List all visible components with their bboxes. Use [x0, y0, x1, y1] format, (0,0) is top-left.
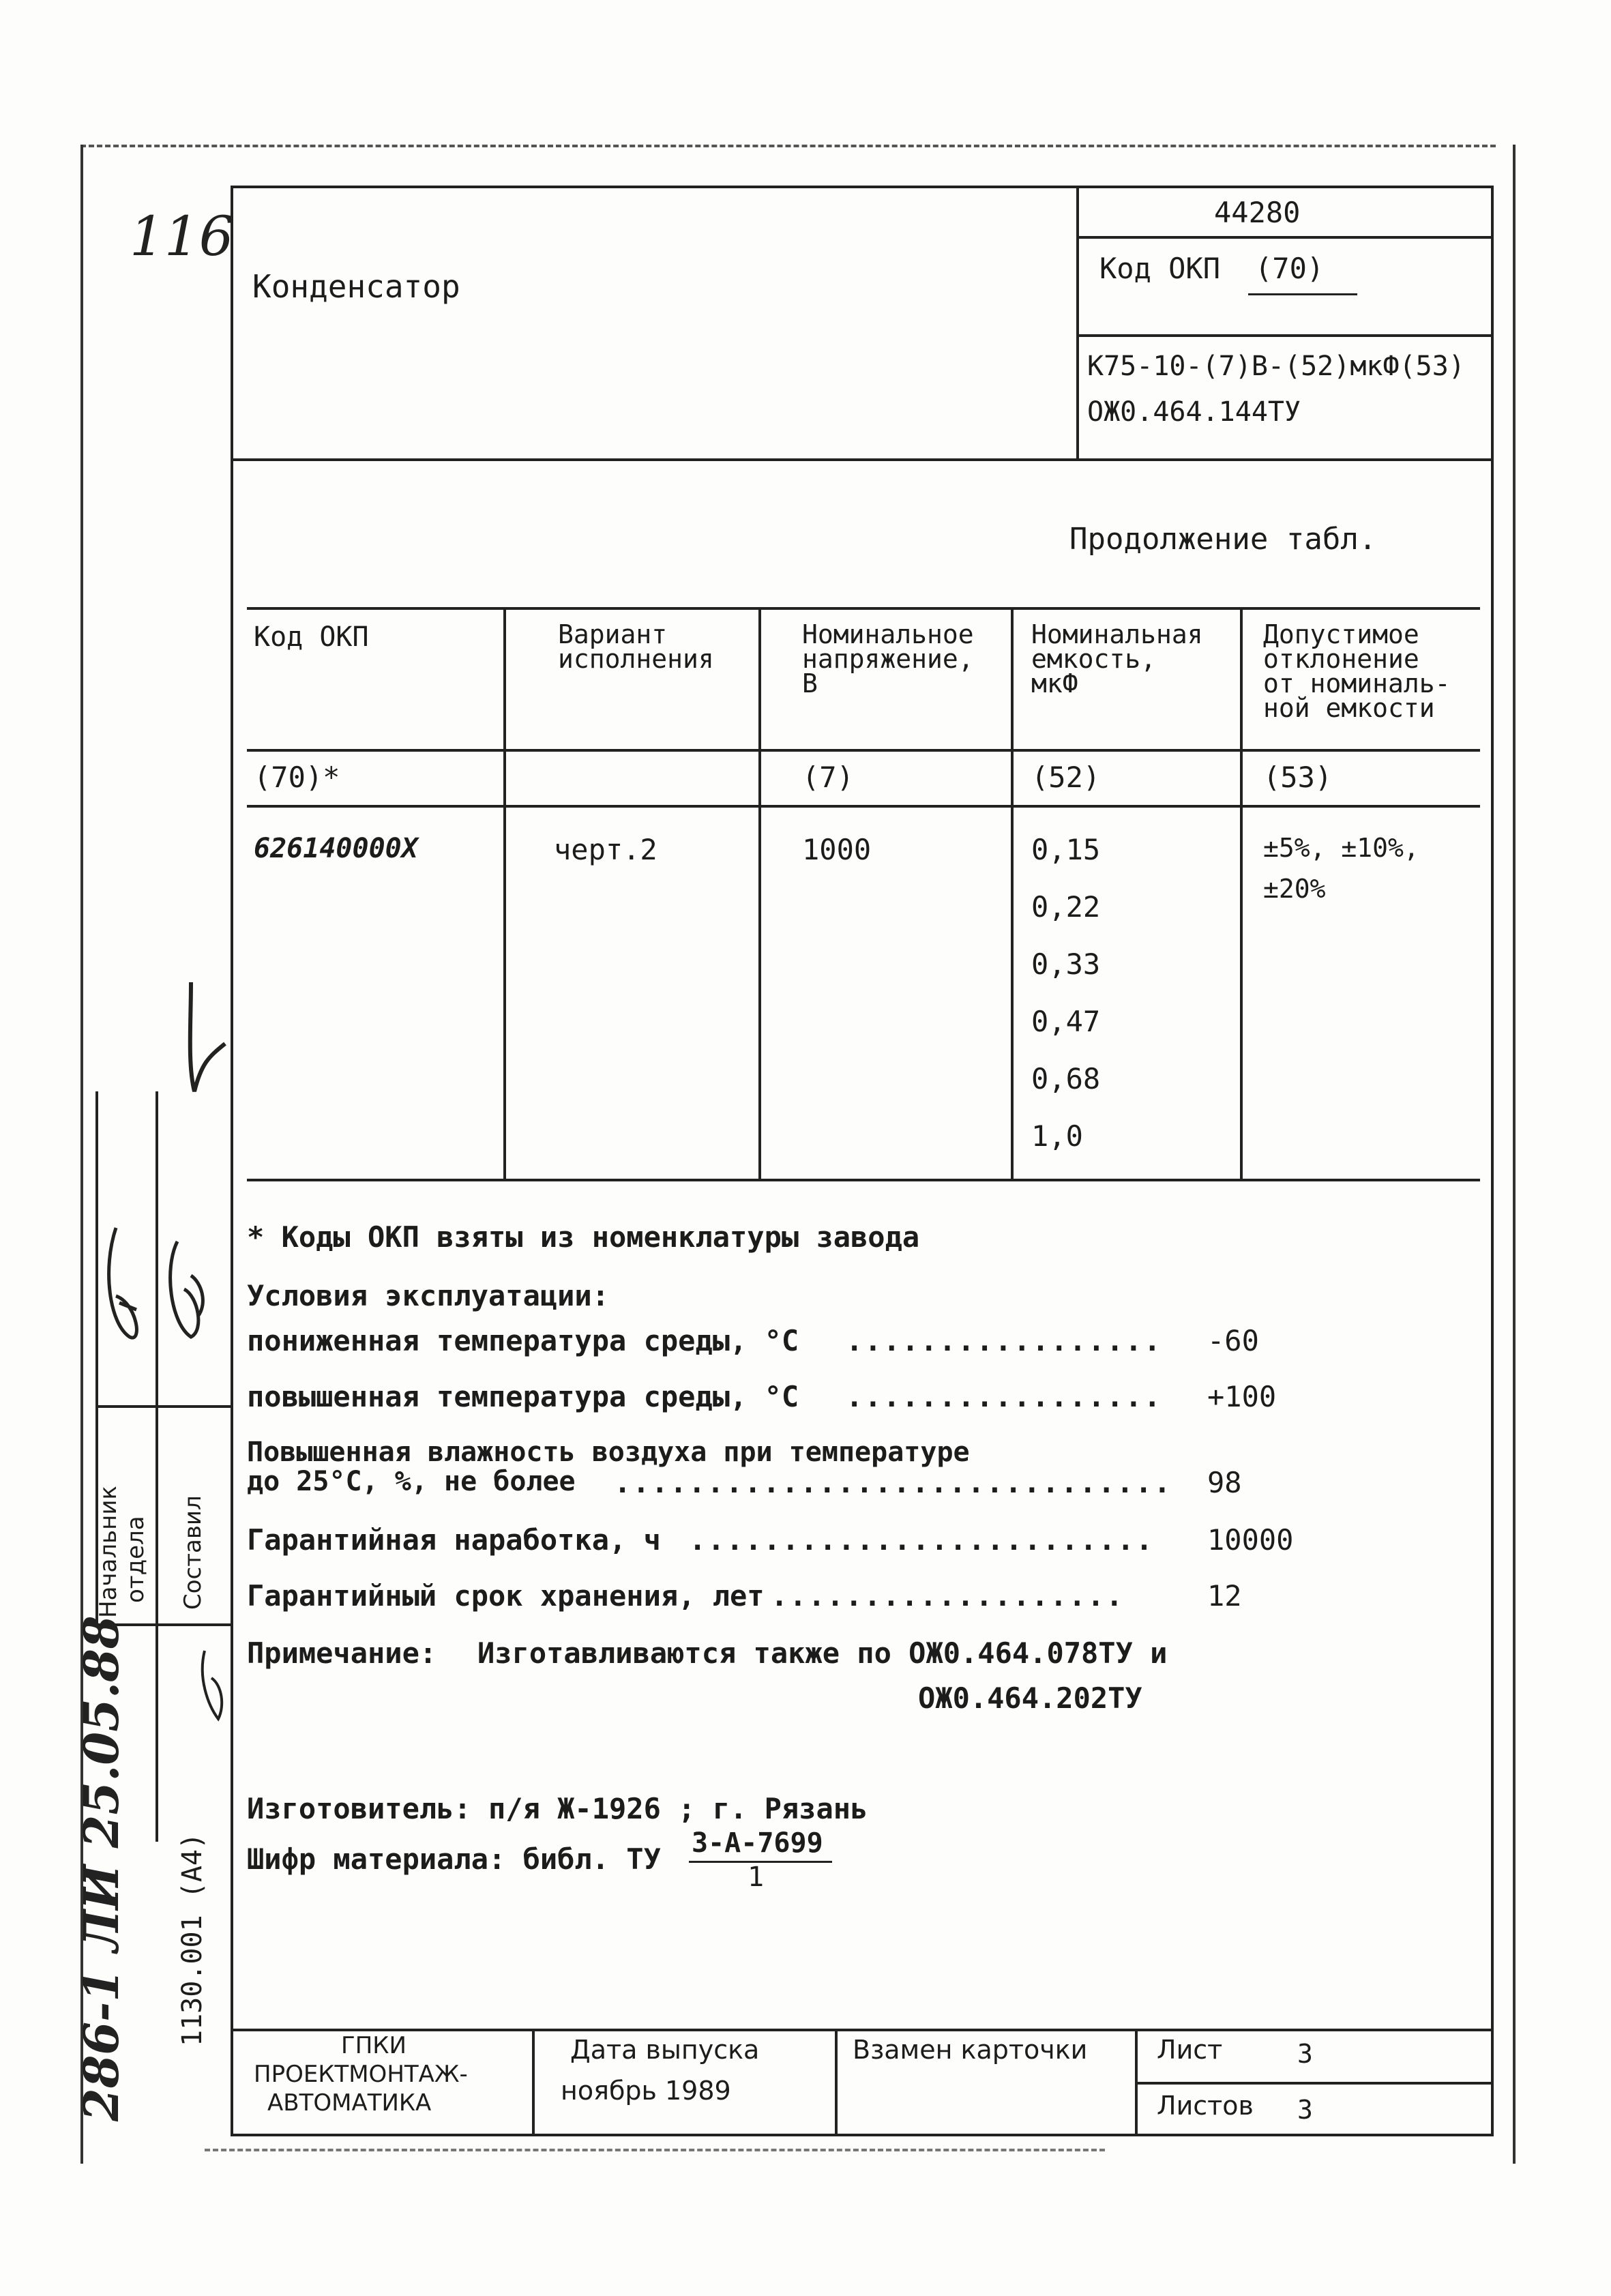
table-col-divider-4 [1240, 607, 1243, 1179]
low-temp-value: -60 [1207, 1324, 1259, 1357]
header-divider [1076, 186, 1079, 458]
row-capacitance-5: 0,68 [1031, 1062, 1101, 1095]
remark-text-1: Изготавливаются также по ОЖ0.464.078ТУ и [477, 1636, 1168, 1670]
row-capacitance-6: 1,0 [1031, 1119, 1083, 1153]
issue-label: Дата выпуска [570, 2035, 760, 2065]
conditions-title: Условия эксплуатации: [247, 1279, 610, 1312]
okp-label: Код ОКП [1099, 252, 1221, 285]
high-temp-leader: ................. [846, 1380, 1162, 1413]
sheets-value: 3 [1297, 2095, 1313, 2125]
table-col-divider-3 [1011, 607, 1014, 1179]
code-voltage: (7) [802, 761, 854, 794]
format-note: 1130.001 (А4) [177, 1832, 208, 2046]
footnote: * Коды ОКП взяты из номенклатуры завода [247, 1220, 920, 1254]
code-tolerance: (53) [1263, 761, 1333, 794]
footer-sheet-rule [1135, 2082, 1494, 2085]
right-page-border [1513, 145, 1516, 2164]
table-top-rule [247, 607, 1480, 610]
cipher-numerator: 3-А-7699 [692, 1827, 823, 1859]
replace-label: Взамен карточки [853, 2035, 1088, 2065]
designation-line-1: К75-10-(7)В-(52)мкФ(53) [1087, 351, 1465, 382]
footer-divider-3 [1135, 2029, 1138, 2134]
org-line-2: ПРОЕКТМОНТАЖ- [254, 2061, 468, 2088]
signature-date-mark [203, 1651, 222, 1719]
storage-label: Гарантийный срок хранения, лет [247, 1579, 765, 1613]
table-header-rule [247, 749, 1480, 752]
header-okp: Код ОКП [254, 621, 369, 653]
high-temp-label: повышенная температура среды, °С [247, 1380, 799, 1413]
humidity-value: 98 [1207, 1466, 1242, 1499]
row-capacitance-2: 0,22 [1031, 890, 1101, 924]
okp-underline [1248, 293, 1357, 295]
row-variant: черт.2 [554, 833, 657, 866]
issue-value: ноябрь 1989 [561, 2076, 731, 2106]
manufacturer: Изготовитель: п/я Ж-1926 ; г. Рязань [247, 1792, 868, 1825]
table-col-divider-1 [503, 607, 506, 1179]
footer-top-rule [231, 2029, 1494, 2031]
top-border-dashed [80, 145, 1496, 147]
row-tolerance-2: ±20% [1263, 874, 1326, 904]
signature-composer [171, 1241, 203, 1337]
code-okp: (70)* [254, 761, 340, 794]
composer-label: Составил [179, 1495, 207, 1610]
humidity-leader: .............................. [614, 1466, 1172, 1499]
row-capacitance-3: 0,33 [1031, 947, 1101, 981]
page-mark-handwritten: 116 [130, 205, 234, 268]
table-codes-rule [247, 805, 1480, 808]
remark-text-2: ОЖ0.464.202ТУ [918, 1681, 1142, 1715]
row-voltage: 1000 [802, 833, 872, 866]
sheet-label: Лист [1157, 2035, 1223, 2065]
table-bottom-rule [247, 1179, 1480, 1181]
storage-value: 12 [1207, 1579, 1242, 1613]
chief-label-1: Начальник [95, 1486, 122, 1618]
header-rule-1 [1076, 236, 1494, 239]
humidity-label-2: до 25°С, %, не более [247, 1466, 576, 1497]
remark-label: Примечание: [247, 1636, 437, 1670]
sheets-label: Листов [1157, 2091, 1254, 2121]
header-tolerance: Допустимое отклонение от номиналь- ной емкости [1263, 619, 1451, 724]
sheet-value: 3 [1297, 2039, 1313, 2069]
high-temp-value: +100 [1207, 1380, 1277, 1413]
header-voltage: Номинальное напряжение, В [802, 619, 974, 699]
okp-value: (70) [1255, 252, 1325, 285]
chief-label-2: отдела [122, 1516, 149, 1603]
storage-leader: ................... [771, 1579, 1125, 1613]
frame-bottom [231, 2134, 1494, 2136]
cipher-label: Шифр материала: библ. ТУ [247, 1842, 661, 1876]
header-rule-2 [1076, 334, 1494, 337]
footer-divider-2 [835, 2029, 838, 2134]
row-capacitance-1: 0,15 [1031, 833, 1101, 866]
frame-right [1491, 186, 1494, 2136]
runtime-value: 10000 [1207, 1523, 1294, 1557]
header-capacitance: Номинальная емкость, мкФ [1031, 619, 1203, 699]
humidity-label-1: Повышенная влажность воздуха при температуре [247, 1437, 970, 1468]
row-tolerance-1: ±5%, ±10%, [1263, 833, 1419, 863]
runtime-label: Гарантийная наработка, ч [247, 1523, 661, 1557]
row-okp: 626140000Х [254, 833, 418, 864]
signatures-svg [89, 982, 239, 1773]
bottom-border-dashed [205, 2149, 1105, 2151]
continuation-label: Продолжение табл. [1069, 522, 1377, 557]
code-capacitance: (52) [1031, 761, 1101, 794]
low-temp-label: пониженная температура среды, °С [247, 1324, 799, 1357]
signature-stroke-upper [190, 982, 225, 1091]
inventory-note-handwritten: 286-1 ЛИ 25.05.88 [73, 1615, 130, 2121]
org-line-3: АВТОМАТИКА [267, 2089, 432, 2117]
cipher-denominator: 1 [748, 1861, 765, 1893]
org-line-1: ГПКИ [341, 2032, 407, 2059]
frame-top [231, 186, 1494, 188]
table-col-divider-2 [758, 607, 761, 1179]
row-capacitance-4: 0,47 [1031, 1005, 1101, 1038]
low-temp-leader: ................. [846, 1324, 1162, 1357]
card-title: Конденсатор [252, 268, 460, 305]
header-variant: Вариант исполнения [558, 619, 714, 675]
signature-chief [109, 1228, 137, 1338]
footer-divider-1 [532, 2029, 535, 2134]
runtime-leader: ......................... [689, 1523, 1155, 1557]
header-bottom-rule [231, 458, 1494, 461]
code-number: 44280 [1214, 196, 1301, 229]
designation-line-2: ОЖ0.464.144ТУ [1087, 396, 1301, 428]
